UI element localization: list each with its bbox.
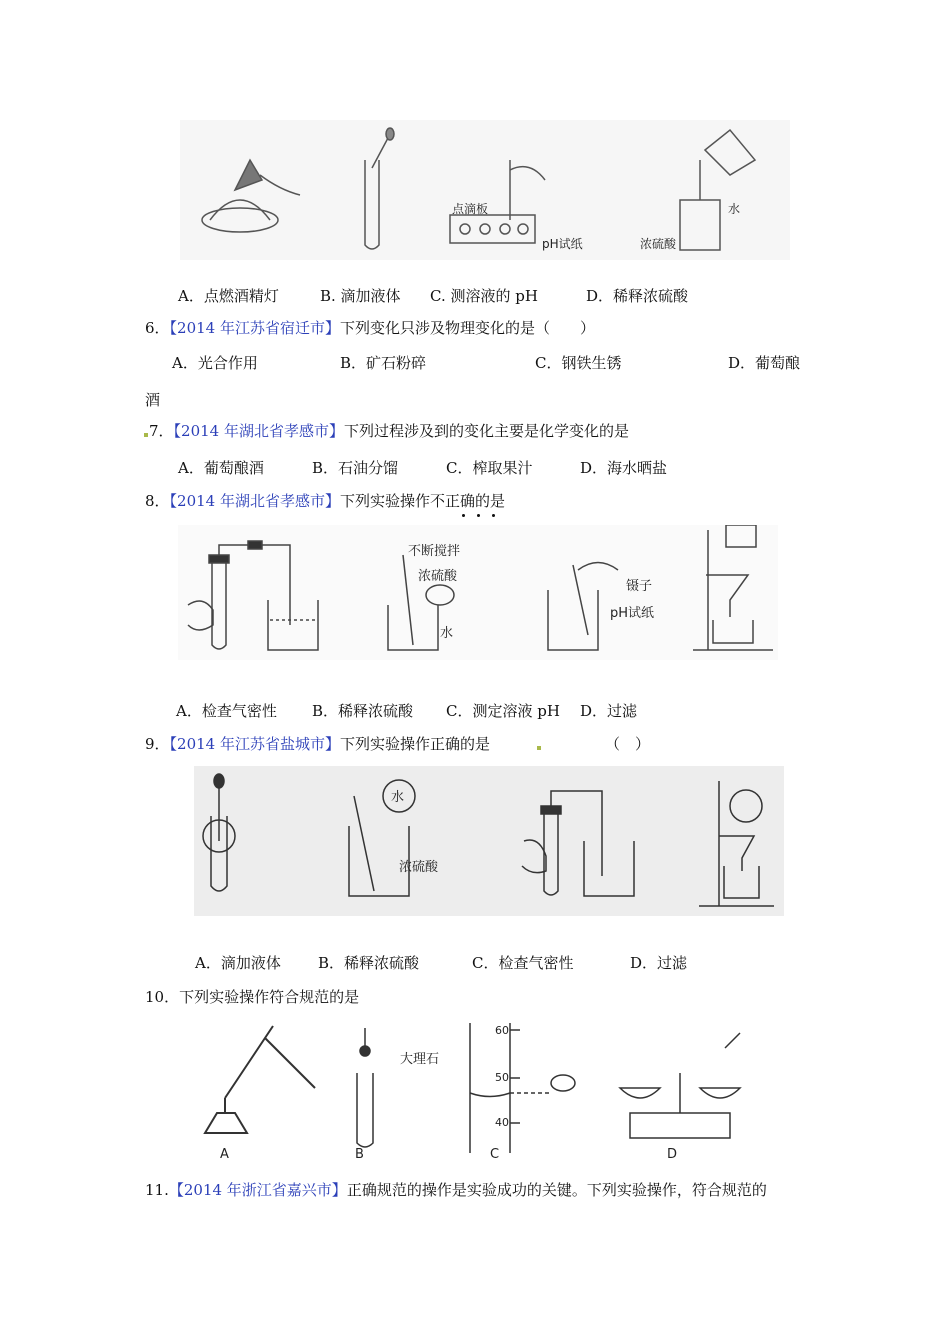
tick-40: 40 (495, 1116, 509, 1129)
q8-number: 8． (145, 492, 170, 510)
q6-option-d: D．葡萄酿 (728, 354, 801, 372)
fig-label-a: A (220, 1147, 229, 1162)
q5-option-c: C. 测溶液的 pH (430, 287, 538, 305)
q9-figure-row (194, 766, 784, 916)
q8-option-c: C．测定溶液 pH (446, 702, 560, 720)
q8-figure-row (178, 525, 778, 660)
emphasis-dot (492, 514, 495, 517)
q5-option-d: D．稀释浓硫酸 (586, 287, 689, 305)
q11-number: 11. (145, 1181, 169, 1199)
q8-text: 下列实验操作不正确的是 (340, 492, 506, 510)
stray-dot (144, 433, 148, 437)
question-9 (145, 734, 490, 754)
q10-number: 10． (145, 988, 180, 1006)
question-10 (145, 987, 359, 1007)
q9-source: 【2014 年江苏省盐城市】 (169, 735, 340, 753)
q9-blank: （ ） (605, 735, 651, 753)
fig-label-acid: 浓硫酸 (399, 860, 439, 875)
fig-label-acid: 浓硫酸 (418, 569, 458, 584)
q8-option-d: D．过滤 (580, 702, 638, 720)
q6-wrap-text: 酒 (145, 391, 161, 409)
q7-option-a: A．葡萄酿酒 (178, 459, 264, 477)
q6-source: 【2014 年江苏省宿迁市】 (169, 319, 340, 337)
fig-label-dish: 点滴板 (452, 202, 489, 216)
tick-60: 60 (495, 1024, 509, 1037)
q6-option-b: B．矿石粉碎 (340, 354, 427, 372)
q6-number: 6． (145, 319, 170, 337)
fig-label-tweezers: 镊子 (626, 579, 653, 594)
stray-dot (537, 746, 541, 750)
q9-option-b: B．稀释浓硫酸 (318, 954, 420, 972)
fig-label-acid: 浓硫酸 (640, 237, 677, 251)
q10-figure-row (195, 1018, 755, 1163)
q8-option-a: A．检查气密性 (176, 702, 277, 720)
q9-number: 9． (145, 735, 170, 753)
fig-label-d: D (667, 1147, 678, 1162)
fig-label-paper: pH试纸 (542, 237, 583, 251)
q7-option-d: D．海水晒盐 (580, 459, 668, 477)
fig-label-water: 水 (440, 626, 454, 641)
q7-number: 7． (149, 422, 174, 440)
q7-option-b: B．石油分馏 (312, 459, 399, 477)
q10-text: 下列实验操作符合规范的是 (179, 988, 360, 1006)
question-8 (145, 491, 505, 511)
q11-text: 正确规范的操作是实验成功的关键。下列实验操作，符合规范的 (346, 1181, 767, 1199)
fig-label-water: 水 (391, 790, 405, 805)
q7-source: 【2014 年湖北省孝感市】 (173, 422, 344, 440)
q9-option-c: C．检查气密性 (472, 954, 574, 972)
q9-option-d: D．过滤 (630, 954, 688, 972)
q9-option-a: A．滴加液体 (195, 954, 281, 972)
question-11 (145, 1180, 767, 1200)
emphasis-dot (477, 514, 480, 517)
fig-label-water: 水 (728, 202, 741, 216)
q7-option-c: C．榨取果汁 (446, 459, 533, 477)
q9-text: 下列实验操作正确的是 (340, 735, 491, 753)
fig-label-marble: 大理石 (400, 1052, 440, 1067)
q5-figure-row (180, 120, 790, 260)
emphasis-dot (462, 514, 465, 517)
q6-option-a: A．光合作用 (172, 354, 258, 372)
fig-label-stir: 不断搅拌 (408, 544, 461, 559)
fig-label-paper: pH试纸 (610, 606, 655, 621)
q8-source: 【2014 年湖北省孝感市】 (169, 492, 340, 510)
q11-source: 【2014 年浙江省嘉兴市】 (168, 1181, 347, 1199)
q8-option-b: B．稀释浓硫酸 (312, 702, 414, 720)
q5-option-b: B. 滴加液体 (320, 287, 401, 305)
question-7 (149, 421, 629, 441)
q6-option-c: C．钢铁生锈 (535, 354, 622, 372)
q5-option-a: A．点燃酒精灯 (178, 287, 279, 305)
q7-text: 下列过程涉及到的变化主要是化学变化的是 (344, 422, 630, 440)
fig-label-b: B (355, 1147, 364, 1162)
tick-50: 50 (495, 1071, 509, 1084)
q6-text: 下列变化只涉及物理变化的是（ ） (340, 319, 596, 337)
fig-label-c: C (490, 1147, 500, 1162)
question-6 (145, 318, 595, 338)
